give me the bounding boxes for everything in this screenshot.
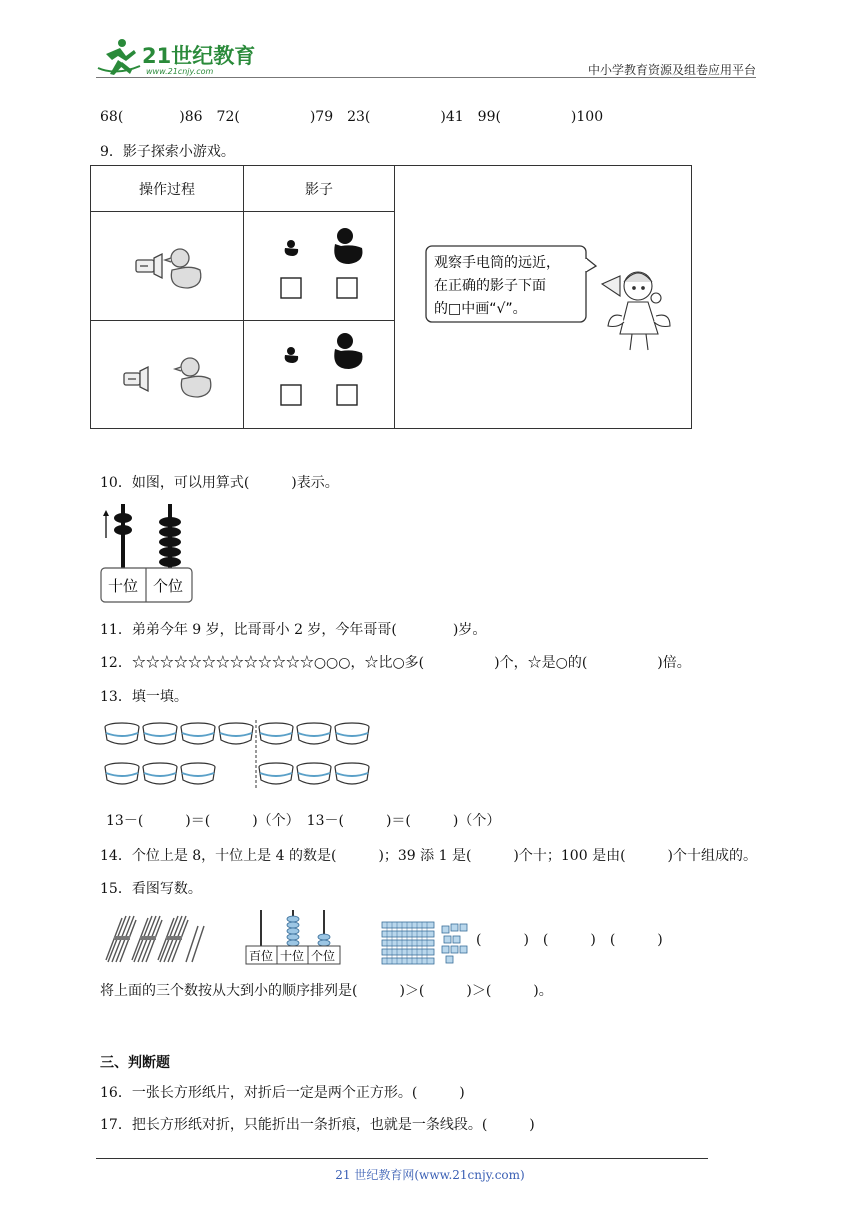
shadow-row-1 (244, 212, 395, 321)
bubble-line-1: 观察手电筒的远近， (434, 255, 560, 271)
header-process: 操作过程 (91, 166, 244, 212)
shadows-row-2 (245, 323, 393, 423)
header-divider (96, 77, 756, 78)
checkbox-large-2[interactable] (337, 385, 357, 405)
abacus-tens-label: 十位 (108, 577, 139, 595)
q15-blanks: ( ) ( ) ( ) (476, 932, 663, 948)
flashlight-far-duck (92, 323, 242, 423)
q10-title: 10．如图，可以用算式( )表示。 (100, 475, 339, 491)
footer-text[interactable]: 21 世纪教育网(www.21cnjy.com) (335, 1168, 525, 1182)
checkbox-large-1[interactable] (337, 278, 357, 298)
checkbox-small-2[interactable] (281, 385, 301, 405)
q16: 16．一张长方形纸片，对折后一定是两个正方形。( ) (100, 1085, 465, 1101)
abacus-q10 (100, 500, 194, 604)
bowls-figure (100, 720, 380, 792)
site-logo (96, 36, 261, 80)
shadows-row-1 (245, 214, 393, 314)
q13-equations: 13－( )＝( )（个） 13－( )＝( )（个） (106, 813, 501, 829)
abacus-q15 (244, 906, 344, 966)
checkbox-small-1[interactable] (281, 278, 301, 298)
q17: 17．把长方形纸对折，只能折出一条折痕，也就是一条线段。( ) (100, 1117, 535, 1133)
header-shadow: 影子 (244, 166, 395, 212)
flashlight-near-duck (92, 214, 242, 314)
hint-illustration (398, 166, 688, 424)
process-row-1 (91, 212, 244, 321)
q8-line: 68( )86 72( )79 23( )41 99( )100 (100, 109, 604, 125)
q11: 11．弟弟今年 9 岁，比哥哥小 2 岁，今年哥哥( )岁。 (100, 622, 487, 638)
q15-title: 15．看图写数。 (100, 881, 202, 897)
section-3-title: 三、判断题 (100, 1055, 170, 1071)
bubble-line-3: 的□中画“√”。 (434, 301, 527, 317)
label-ones: 个位 (311, 949, 336, 963)
platform-title: 中小学教育资源及组卷应用平台 (587, 63, 756, 77)
bubble-line-2: 在正确的影子下面 (434, 278, 546, 294)
label-hundreds: 百位 (249, 949, 274, 963)
hint-cell (395, 166, 692, 429)
ten-rods-and-cubes (380, 918, 472, 966)
q13-title: 13．填一填。 (100, 689, 188, 705)
q9-title: 9．影子探索小游戏。 (100, 144, 235, 160)
shadow-row-2 (244, 321, 395, 429)
q12: 12．☆☆☆☆☆☆☆☆☆☆☆☆☆○○○，☆比○多( )个，☆是○的( )倍。 (100, 655, 691, 671)
shadow-table (90, 165, 692, 429)
logo-url: www.21cnjy.com (146, 67, 214, 76)
process-row-2 (91, 321, 244, 429)
stick-bundles (100, 906, 210, 968)
label-tens: 十位 (280, 949, 305, 963)
abacus-ones-label: 个位 (153, 577, 184, 595)
logo-text: 21世纪教育 (142, 44, 256, 68)
q15-order: 将上面的三个数按从大到小的顺序排列是( )＞( )＞( )。 (100, 983, 553, 999)
q14: 14．个位上是 8，十位上是 4 的数是( )；39 添 1 是( )个十；100 是由( )个十组成的。 (100, 848, 757, 864)
footer-divider (96, 1158, 708, 1159)
girl-illustration (602, 272, 670, 350)
